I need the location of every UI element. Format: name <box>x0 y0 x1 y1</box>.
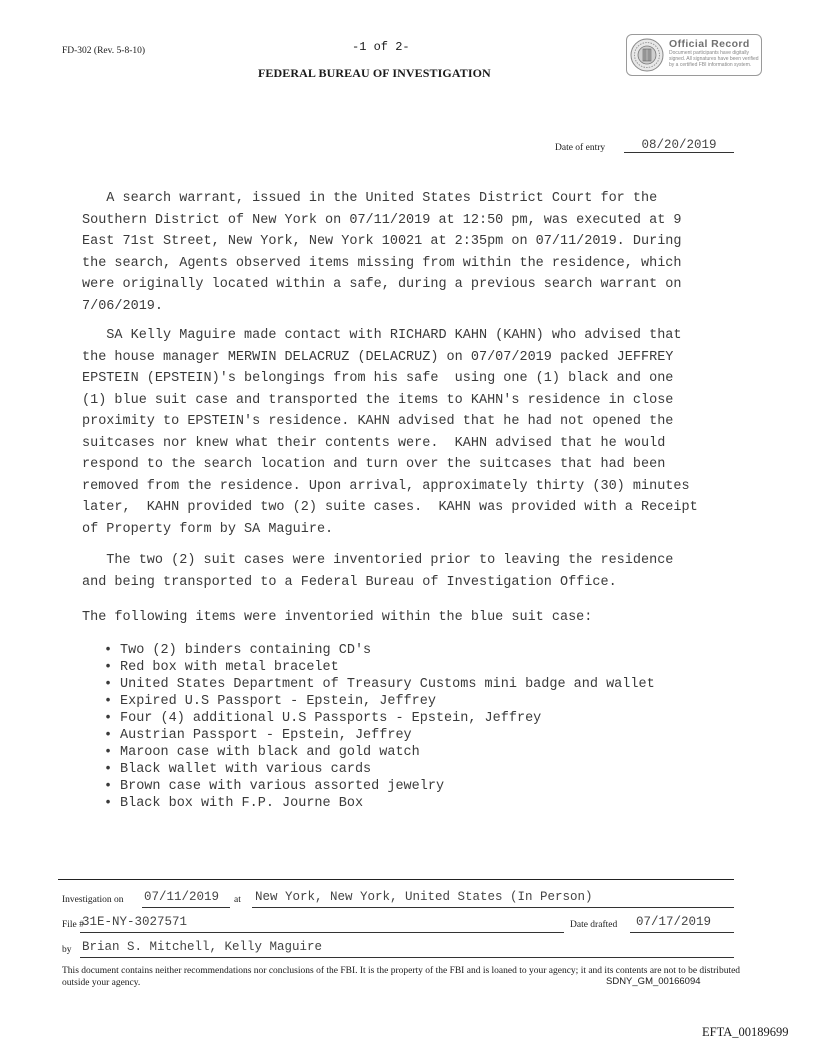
text-line: removed from the residence. Upon arrival, approximately thirty (30) minutes <box>82 478 690 494</box>
list-item-text: Red box with metal bracelet <box>120 660 339 675</box>
seal-text: Document participants have digitally signed. All signatures have been verified by a certified FBI information system. <box>669 50 759 68</box>
paragraph-search-warrant <box>82 188 742 317</box>
list-item <box>104 693 655 710</box>
text-line: The two (2) suit cases were inventoried prior to leaving the residence <box>82 553 674 568</box>
bullet-icon: • <box>104 779 113 794</box>
file-number: 31E-NY-3027571 <box>82 915 188 929</box>
paragraph-kahn-contact <box>82 325 742 540</box>
date-drafted: 07/17/2019 <box>636 915 712 929</box>
date-drafted-label: Date drafted <box>570 920 618 930</box>
text-line: SA Kelly Maguire made contact with RICHARD KAHN (KAHN) who advised that <box>82 328 682 343</box>
list-item <box>104 778 655 795</box>
location-underline <box>252 906 734 908</box>
text-line: later, KAHN provided two (2) suite cases. KAHN was provided with a Receipt <box>82 500 698 515</box>
list-item-text: Austrian Passport - Epstein, Jeffrey <box>120 728 412 743</box>
by-label: by <box>62 945 72 955</box>
date-drafted-underline <box>630 931 734 933</box>
efta-number: EFTA_00189699 <box>702 1025 789 1039</box>
text-line: were originally located within a safe, during a previous search warrant on <box>82 277 682 292</box>
bullet-icon: • <box>104 711 113 726</box>
official-record-seal <box>626 34 762 76</box>
list-item-text: Maroon case with black and gold watch <box>120 745 420 760</box>
agency-title: FEDERAL BUREAU OF INVESTIGATION <box>258 66 491 80</box>
bullet-icon: • <box>104 694 113 709</box>
entry-date-label: Date of entry <box>555 143 606 153</box>
list-item-text: Expired U.S Passport - Epstein, Jeffrey <box>120 694 436 709</box>
text-line: Southern District of New York on 07/11/2019 at 12:50 pm, was executed at 9 <box>82 212 682 228</box>
text-line: the house manager MERWIN DELACRUZ (DELACRUZ) on 07/07/2019 packed JEFFREY <box>82 349 674 365</box>
list-item <box>104 744 655 761</box>
text-line: EPSTEIN (EPSTEIN)'s belongings from his safe using one (1) black and one <box>82 371 674 386</box>
text-line: proximity to EPSTEIN's residence. KAHN advised that he had not opened the <box>82 414 674 429</box>
list-item-text: United States Department of Treasury Customs mini badge and wallet <box>120 677 655 692</box>
text-line: respond to the search location and turn over the suitcases that had been <box>82 457 666 472</box>
investigation-label: Investigation on <box>62 895 124 905</box>
text-line: of Property form by SA Maguire. <box>82 521 334 537</box>
paragraph-items-intro <box>82 607 742 629</box>
page-number: -1 of 2- <box>352 40 410 54</box>
text-line: (1) blue suit case and transported the items to KAHN's residence in close <box>82 392 674 408</box>
bullet-icon: • <box>104 745 113 760</box>
text-line: 7/06/2019. <box>82 298 164 314</box>
at-label: at <box>234 895 241 905</box>
list-item-text: Four (4) additional U.S Passports - Epstein, Jeffrey <box>120 711 542 726</box>
text-line: The following items were inventoried within the blue suit case: <box>82 610 593 625</box>
text-line: suitcases nor knew what their contents were. KAHN advised that he would <box>82 435 666 451</box>
list-item <box>104 761 655 778</box>
entry-date-value: 08/20/2019 <box>624 138 734 153</box>
paragraph-inventory <box>82 550 742 593</box>
list-item-text: Black wallet with various cards <box>120 762 372 777</box>
list-item-text: Black box with F.P. Journe Box <box>120 796 364 811</box>
seal-title: Official Record <box>669 38 750 50</box>
list-item <box>104 642 655 659</box>
list-item <box>104 676 655 693</box>
bullet-icon: • <box>104 728 113 743</box>
bullet-icon: • <box>104 762 113 777</box>
bullet-icon: • <box>104 643 113 658</box>
list-item-text: Two (2) binders containing CD's <box>120 643 372 658</box>
list-item <box>104 795 655 812</box>
text-line: East 71st Street, New York, New York 10021 at 2:35pm on 07/11/2019. During <box>82 234 682 249</box>
file-number-label: File # <box>62 920 84 930</box>
bullet-icon: • <box>104 796 113 811</box>
list-item <box>104 659 655 676</box>
bullet-icon: • <box>104 677 113 692</box>
form-id: FD-302 (Rev. 5-8-10) <box>62 46 146 56</box>
inventory-list <box>104 642 655 812</box>
investigation-date-underline <box>142 906 230 908</box>
bates-number: SDNY_GM_00166094 <box>606 976 701 987</box>
bullet-icon: • <box>104 660 113 675</box>
agent-names: Brian S. Mitchell, Kelly Maguire <box>82 940 323 954</box>
list-item <box>104 710 655 727</box>
text-line: A search warrant, issued in the United States District Court for the <box>82 191 658 206</box>
investigation-date: 07/11/2019 <box>144 890 220 904</box>
disclaimer-text: This document contains neither recommendations nor conclusions of the FBI. It is the property of the FBI and is loaned to your agency; it and its contents are not to be distributed outside your agency. <box>62 966 741 988</box>
investigation-location: New York, New York, United States (In Person) <box>255 890 593 904</box>
fbi-seal-icon <box>630 38 664 72</box>
footer-top-rule <box>58 879 734 880</box>
text-line: and being transported to a Federal Bureau of Investigation Office. <box>82 574 617 590</box>
list-item <box>104 727 655 744</box>
list-item-text: Brown case with various assorted jewelry <box>120 779 445 794</box>
agents-underline <box>80 956 734 958</box>
file-number-underline <box>80 931 564 933</box>
text-line: the search, Agents observed items missing from within the residence, which <box>82 255 682 271</box>
